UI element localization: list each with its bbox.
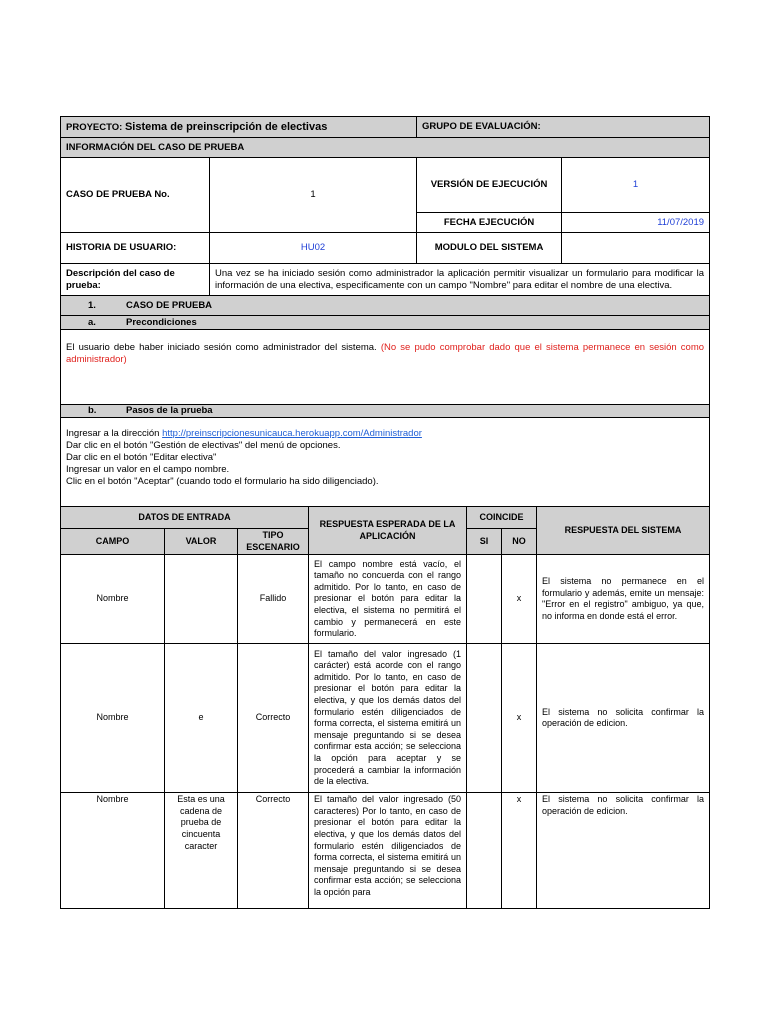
matches-heading: COINCIDE xyxy=(467,507,537,529)
row-system-response: El sistema no solicita confirmar la operación de edicion. xyxy=(537,644,710,793)
test-steps-title: Pasos de la prueba xyxy=(126,405,213,416)
row-value: e xyxy=(165,644,238,793)
user-story-label: HISTORIA DE USUARIO: xyxy=(61,233,210,264)
execution-date-label: FECHA EJECUCIÓN xyxy=(417,213,562,233)
scenario-type-column-header: TIPO ESCENARIO xyxy=(238,529,309,555)
execution-version-label: VERSIÓN DE EJECUCIÓN xyxy=(417,158,562,213)
row-field: Nombre xyxy=(61,793,165,909)
header-table xyxy=(60,116,710,507)
row-value xyxy=(165,555,238,644)
table-row xyxy=(61,644,710,793)
project-cell xyxy=(61,117,417,138)
row-no-mark: x xyxy=(502,644,537,793)
section-number: 1. xyxy=(88,299,96,311)
step-4: Ingresar un valor en el campo nombre. xyxy=(66,464,230,475)
step-3: Dar clic en el botón "Editar electiva" xyxy=(66,452,217,463)
row-yes-mark xyxy=(467,793,502,909)
row-scenario-type: Correcto xyxy=(238,644,309,793)
preconditions-note: (No se pudo comprobar dado que el sistema permanece en sesión como administrador) xyxy=(66,342,705,365)
row-no-mark: x xyxy=(502,555,537,644)
table-row xyxy=(61,555,710,644)
preconditions-letter: a. xyxy=(88,316,96,328)
evaluation-group-label: GRUPO DE EVALUACIÓN: xyxy=(417,117,710,138)
execution-date-value: 11/07/2019 xyxy=(562,213,710,233)
expected-response-heading: RESPUESTA ESPERADA DE LA APLICACIÓN xyxy=(309,507,467,555)
yes-column-header: SI xyxy=(467,529,502,555)
test-case-number-value: 1 xyxy=(210,158,417,233)
test-steps-heading xyxy=(61,405,710,418)
test-steps-letter: b. xyxy=(88,405,97,416)
field-column-header: CAMPO xyxy=(61,529,165,555)
description-label: Descripción del caso de prueba: xyxy=(61,264,210,296)
test-case-number-label: CASO DE PRUEBA No. xyxy=(61,158,210,233)
row-expected-response: El campo nombre está vacío, el tamaño no concuerda con el rango admitido. Por lo tanto, en caso de presionar el botón para editar la electiva, el sistema no permitirá el cambio y permanecerá en este formulario. xyxy=(309,555,467,644)
execution-version-value: 1 xyxy=(562,158,710,213)
test-case-document xyxy=(60,116,709,909)
description-value: Una vez se ha iniciado sesión como administrador la aplicación permitir visualizar un formulario para modificar la información de una electiva, especificamente con un campo "Nombre" para editar el nombre de una electiva. xyxy=(210,264,710,296)
system-response-heading: RESPUESTA DEL SISTEMA xyxy=(537,507,710,555)
row-yes-mark xyxy=(467,555,502,644)
row-yes-mark xyxy=(467,644,502,793)
system-module-value xyxy=(562,233,710,264)
project-label: PROYECTO: xyxy=(66,121,123,133)
no-column-header: NO xyxy=(502,529,537,555)
preconditions-heading xyxy=(61,316,710,330)
user-story-value: HU02 xyxy=(210,233,417,264)
administrator-url-link[interactable]: http://preinscripcionesunicauca.herokuapp.com/Administrador xyxy=(162,428,422,439)
section-test-case-heading xyxy=(61,296,710,316)
row-field: Nombre xyxy=(61,644,165,793)
row-field: Nombre xyxy=(61,555,165,644)
row-system-response: El sistema no solicita confirmar la operación de edicion. xyxy=(537,793,710,909)
preconditions-text: El usuario debe haber iniciado sesión como administrador del sistema. xyxy=(66,342,377,353)
system-module-label: MODULO DEL SISTEMA xyxy=(417,233,562,264)
results-table xyxy=(60,506,710,909)
row-expected-response: El tamaño del valor ingresado (1 carácter) está acorde con el rango admitido. Por lo tanto, en caso de presionar el botón para editar la electiva, y que los demás datos del formulario estén diligenciados de forma correcta, el sistema emitirá un mensaje preguntando si se desea confirmar esta acción; se selecciona la opción para aceptar y se procederá a cambiar la información de la electiva. xyxy=(309,644,467,793)
row-value: Esta es una cadena de prueba de cincuenta caracter xyxy=(165,793,238,909)
row-expected-response: El tamaño del valor ingresado (50 caracteres) Por lo tanto, en caso de presionar el botón para editar la electiva, y que los demás datos del formulario estén diligenciados de forma correcta, el sistema emitirá un mensaje preguntando si se desea confirmar esta acción; se selecciona la opción para xyxy=(309,793,467,909)
step-2: Dar clic en el botón "Gestión de electivas" del menú de opciones. xyxy=(66,440,341,451)
section-title: CASO DE PRUEBA xyxy=(126,299,213,311)
row-scenario-type: Fallido xyxy=(238,555,309,644)
preconditions-body xyxy=(61,330,710,405)
input-data-heading: DATOS DE ENTRADA xyxy=(61,507,309,529)
test-case-info-heading: INFORMACIÓN DEL CASO DE PRUEBA xyxy=(61,138,710,158)
value-column-header: VALOR xyxy=(165,529,238,555)
step-1-text: Ingresar a la dirección xyxy=(66,428,160,439)
step-5: Clic en el botón "Aceptar" (cuando todo el formulario ha sido diligenciado). xyxy=(66,476,379,487)
row-system-response: El sistema no permanece en el formulario y además, emite un mensaje: "Error en el registro" ambiguo, ya que, no informa en donde está el error. xyxy=(537,555,710,644)
preconditions-title: Precondiciones xyxy=(126,316,197,328)
test-steps-body xyxy=(61,418,710,507)
table-row xyxy=(61,793,710,909)
project-name: Sistema de preinscripción de electivas xyxy=(124,120,328,133)
row-no-mark: x xyxy=(502,793,537,909)
row-scenario-type: Correcto xyxy=(238,793,309,909)
step-1 xyxy=(66,428,704,440)
